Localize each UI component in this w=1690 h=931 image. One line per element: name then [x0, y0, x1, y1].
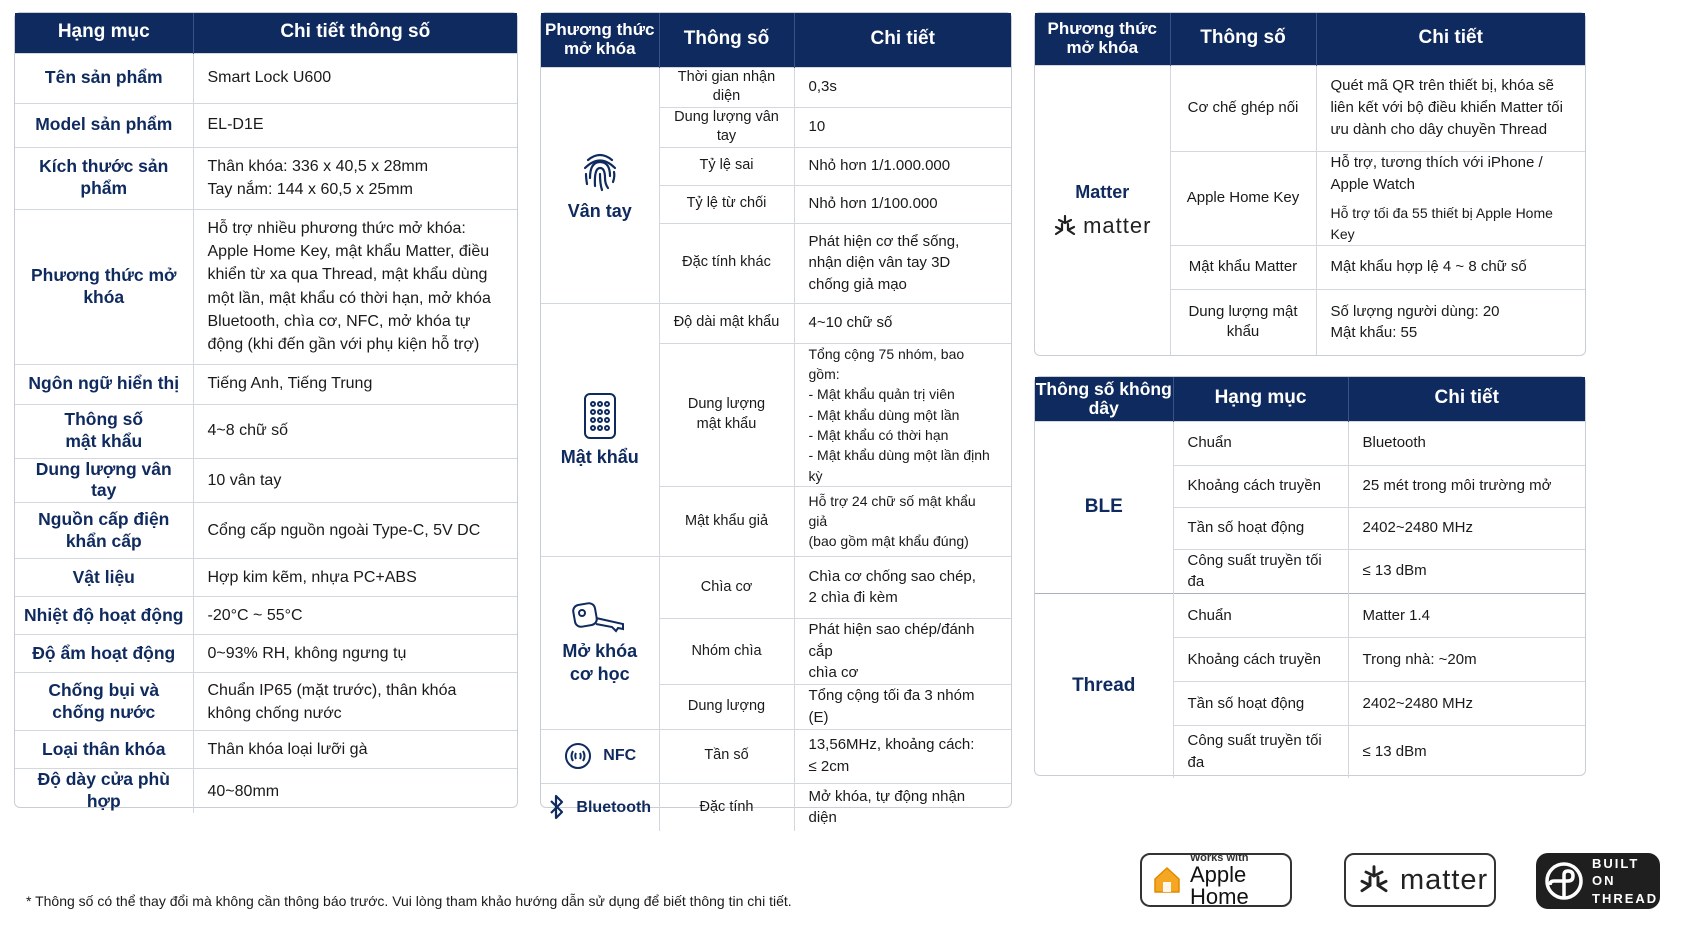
param-cell: Cơ chế ghép nối [1170, 65, 1316, 151]
detail-cell: Quét mã QR trên thiết bị, khóa sẽ liên kết với bộ điều khiển Matter tối ưu dành cho dây chuyền Thread [1316, 65, 1585, 151]
detail-cell: Chìa cơ chống sao chép, 2 chìa đi kèm [794, 556, 1011, 618]
item-cell: Khoảng cách truyền [1173, 465, 1348, 507]
table-row [541, 303, 1011, 343]
header-parameter: Thông số [1170, 13, 1316, 65]
row-value: Thân khóa loại lưỡi gà [193, 731, 517, 769]
row-label: Ngôn ngữ hiển thị [15, 364, 193, 404]
param-cell: Tỷ lệ từ chối [659, 185, 794, 223]
fingerprint-label: Vân tay [567, 200, 632, 221]
table-row [15, 147, 517, 209]
detail-cell: 2402~2480 MHz [1348, 507, 1585, 549]
detail-cell: 10 [794, 107, 1011, 147]
badge-line1: Works with [1190, 852, 1249, 864]
matter-badge [1344, 853, 1496, 907]
nfc-label: NFC [603, 747, 637, 765]
detail-cell: Tổng cộng 75 nhóm, bao gồm: - Mật khẩu quản trị viên - Mật khẩu dùng một lần - Mật khẩu có thời hạn - Mật khẩu dùng một lần định kỳ [794, 343, 1011, 486]
table-row [15, 103, 517, 147]
table-row [15, 597, 517, 635]
param-cell: Mật khẩu giả [659, 486, 794, 556]
password-label: Mật khẩu [560, 446, 639, 467]
keypad-icon [582, 392, 618, 440]
row-label: Độ dày cửa phù hợp [15, 769, 193, 813]
detail-cell: Mở khóa, tự động nhận diện [794, 783, 1011, 831]
param-cell: Apple Home Key [1170, 151, 1316, 245]
detail-cell: Matter 1.4 [1348, 594, 1585, 638]
header-wireless: Thông số không dây [1035, 377, 1173, 421]
detail-text: Hỗ trợ, tương thích với iPhone / Apple Watch [1330, 153, 1543, 193]
item-cell: Công suất truyền tối đa [1173, 549, 1348, 594]
table-row [541, 729, 1011, 783]
detail-cell [1316, 151, 1585, 245]
header-parameter: Thông số [659, 13, 794, 67]
row-label: Kích thước sản phẩm [15, 147, 193, 209]
param-cell: Tỷ lệ sai [659, 147, 794, 185]
detail-cell: 2402~2480 MHz [1348, 682, 1585, 726]
detail-cell: Bluetooth [1348, 421, 1585, 465]
row-label: Độ ẩm hoạt động [15, 635, 193, 673]
param-cell: Thời gian nhận diện [659, 67, 794, 107]
bluetooth-icon [548, 794, 566, 820]
detail-cell: Phát hiện sao chép/đánh cắp chìa cơ [794, 618, 1011, 684]
table-row [15, 635, 517, 673]
row-value: 0~93% RH, không ngưng tụ [193, 635, 517, 673]
row-value: -20°C ~ 55°C [193, 597, 517, 635]
works-with-apple-home-badge [1140, 853, 1292, 907]
row-label: Loại thân khóa [15, 731, 193, 769]
table-row [15, 364, 517, 404]
matter-label: Matter [1075, 182, 1130, 203]
detail-cell: Hỗ trợ 24 chữ số mật khẩu giả (bao gồm mật khẩu đúng) [794, 486, 1011, 556]
unlock-methods-table [540, 12, 1012, 827]
detail-cell: 4~10 chữ số [794, 303, 1011, 343]
header-spec-detail: Chi tiết thông số [193, 13, 517, 53]
thread-group: Thread [1035, 594, 1173, 778]
row-label: Model sản phẩm [15, 103, 193, 147]
thread-badge-text: BUILT ON THREAD [1592, 855, 1659, 906]
table-row [15, 731, 517, 769]
param-cell: Tần số [659, 729, 794, 783]
row-value: Hỗ trợ nhiều phương thức mở khóa: Apple Home Key, mật khẩu Matter, điều khiển từ xa qua Thread, mật khẩu dùng một lần, mật khẩu có thời hạn, mở khóa Bluetooth, chìa cơ, NFC, mở khóa tự động (khi đến gần với phụ kiện hỗ trợ) [193, 209, 517, 364]
ble-group: BLE [1035, 421, 1173, 594]
row-value: 4~8 chữ số [193, 404, 517, 458]
table-row [15, 559, 517, 597]
nfc-icon [563, 741, 593, 771]
detail-cell: 25 mét trong môi trường mở [1348, 465, 1585, 507]
fingerprint-method [541, 67, 659, 303]
row-value: EL-D1E [193, 103, 517, 147]
detail-cell: 0,3s [794, 67, 1011, 107]
bluetooth-label: Bluetooth [576, 798, 652, 816]
row-label: Dung lượng vân tay [15, 458, 193, 503]
detail-cell: 13,56MHz, khoảng cách: ≤ 2cm [794, 729, 1011, 783]
matter-badge-text: matter [1400, 863, 1489, 896]
param-cell: Dung lượng mật khẩu [1170, 289, 1316, 355]
row-value: Tiếng Anh, Tiếng Trung [193, 364, 517, 404]
row-label: Tên sản phẩm [15, 53, 193, 103]
item-cell: Chuẩn [1173, 594, 1348, 638]
matter-logo-icon [1358, 864, 1390, 896]
table-row [1035, 65, 1585, 151]
mechanical-method [541, 556, 659, 729]
nfc-method [541, 729, 659, 783]
row-label: Nguồn cấp điện khẩn cấp [15, 503, 193, 559]
table-row [15, 404, 517, 458]
matter-method [1035, 65, 1170, 355]
header-category: Hạng mục [15, 13, 193, 53]
header-unlock-method: Phương thức mở khóa [1035, 13, 1170, 65]
item-cell: Tần số hoạt động [1173, 682, 1348, 726]
table-row [1035, 594, 1585, 638]
wireless-table [1034, 376, 1586, 776]
home-icon [1152, 865, 1182, 895]
header-unlock-method: Phương thức mở khóa [541, 13, 659, 67]
matter-table [1034, 12, 1586, 356]
detail-cell: ≤ 13 dBm [1348, 549, 1585, 594]
header-item: Hạng mục [1173, 377, 1348, 421]
param-cell: Dung lượng mật khẩu [659, 343, 794, 486]
table-row [15, 458, 517, 503]
row-label: Nhiệt độ hoạt động [15, 597, 193, 635]
header-detail: Chi tiết [1348, 377, 1585, 421]
matter-logo-icon [1053, 214, 1077, 238]
row-label: Vật liệu [15, 559, 193, 597]
fingerprint-icon [580, 148, 620, 194]
table-row [15, 53, 517, 103]
param-cell: Chìa cơ [659, 556, 794, 618]
row-label: Chống bụi và chống nước [15, 673, 193, 731]
footnote: * Thông số có thể thay đổi mà không cần thông báo trước. Vui lòng tham khảo hướng dẫn sử dụng để biết thông tin chi tiết. [26, 893, 792, 909]
row-value: Chuẩn IP65 (mặt trước), thân khóa không chống nước [193, 673, 517, 731]
table-row [541, 783, 1011, 831]
matter-logo-text: matter [1083, 212, 1152, 238]
header-detail: Chi tiết [1316, 13, 1585, 65]
password-method [541, 303, 659, 556]
key-icon [571, 600, 629, 634]
detail-cell: Nhỏ hơn 1/100.000 [794, 185, 1011, 223]
detail-cell: Phát hiện cơ thể sống, nhận diện vân tay 3D chống giả mạo [794, 223, 1011, 303]
thread-logo-icon [1542, 859, 1586, 903]
table-row [1035, 421, 1585, 465]
item-cell: Chuẩn [1173, 421, 1348, 465]
row-value: Thân khóa: 336 x 40,5 x 28mm Tay nắm: 144 x 60,5 x 25mm [193, 147, 517, 209]
param-cell: Nhóm chìa [659, 618, 794, 684]
param-cell: Đặc tính [659, 783, 794, 831]
detail-cell: ≤ 13 dBm [1348, 726, 1585, 778]
table-row [15, 209, 517, 364]
built-on-thread-badge [1536, 853, 1660, 909]
bluetooth-method [541, 783, 659, 831]
detail-cell: Nhỏ hơn 1/1.000.000 [794, 147, 1011, 185]
table-row [541, 67, 1011, 107]
row-label: Phương thức mở khóa [15, 209, 193, 364]
param-cell: Mật khẩu Matter [1170, 245, 1316, 289]
param-cell: Đặc tính khác [659, 223, 794, 303]
row-label: Thông số mật khẩu [15, 404, 193, 458]
detail-cell: Tổng cộng tối đa 3 nhóm (E) [794, 685, 1011, 730]
detail-cell: Trong nhà: ~20m [1348, 638, 1585, 682]
row-value: Hợp kim kẽm, nhựa PC+ABS [193, 559, 517, 597]
param-cell: Dung lượng vân tay [659, 107, 794, 147]
row-value: 40~80mm [193, 769, 517, 813]
table-row [15, 673, 517, 731]
detail-cell: Số lượng người dùng: 20 Mật khẩu: 55 [1316, 289, 1585, 355]
row-value: Smart Lock U600 [193, 53, 517, 103]
param-cell: Độ dài mật khẩu [659, 303, 794, 343]
table-row [15, 769, 517, 813]
mechanical-label: Mở khóa cơ học [562, 641, 638, 684]
item-cell: Tần số hoạt động [1173, 507, 1348, 549]
item-cell: Khoảng cách truyền [1173, 638, 1348, 682]
badge-line2: Apple Home [1190, 862, 1249, 909]
general-specs-table [14, 12, 518, 812]
detail-cell: Mật khẩu hợp lệ 4 ~ 8 chữ số [1316, 245, 1585, 289]
table-row [15, 503, 517, 559]
header-detail: Chi tiết [794, 13, 1011, 67]
item-cell: Công suất truyền tối đa [1173, 726, 1348, 778]
row-value: Cổng cấp nguồn ngoài Type-C, 5V DC [193, 503, 517, 559]
row-value: 10 vân tay [193, 458, 517, 503]
table-row [541, 556, 1011, 618]
param-cell: Dung lượng [659, 685, 794, 730]
detail-text: Hỗ trợ tối đa 55 thiết bị Apple Home Key [1330, 205, 1553, 242]
